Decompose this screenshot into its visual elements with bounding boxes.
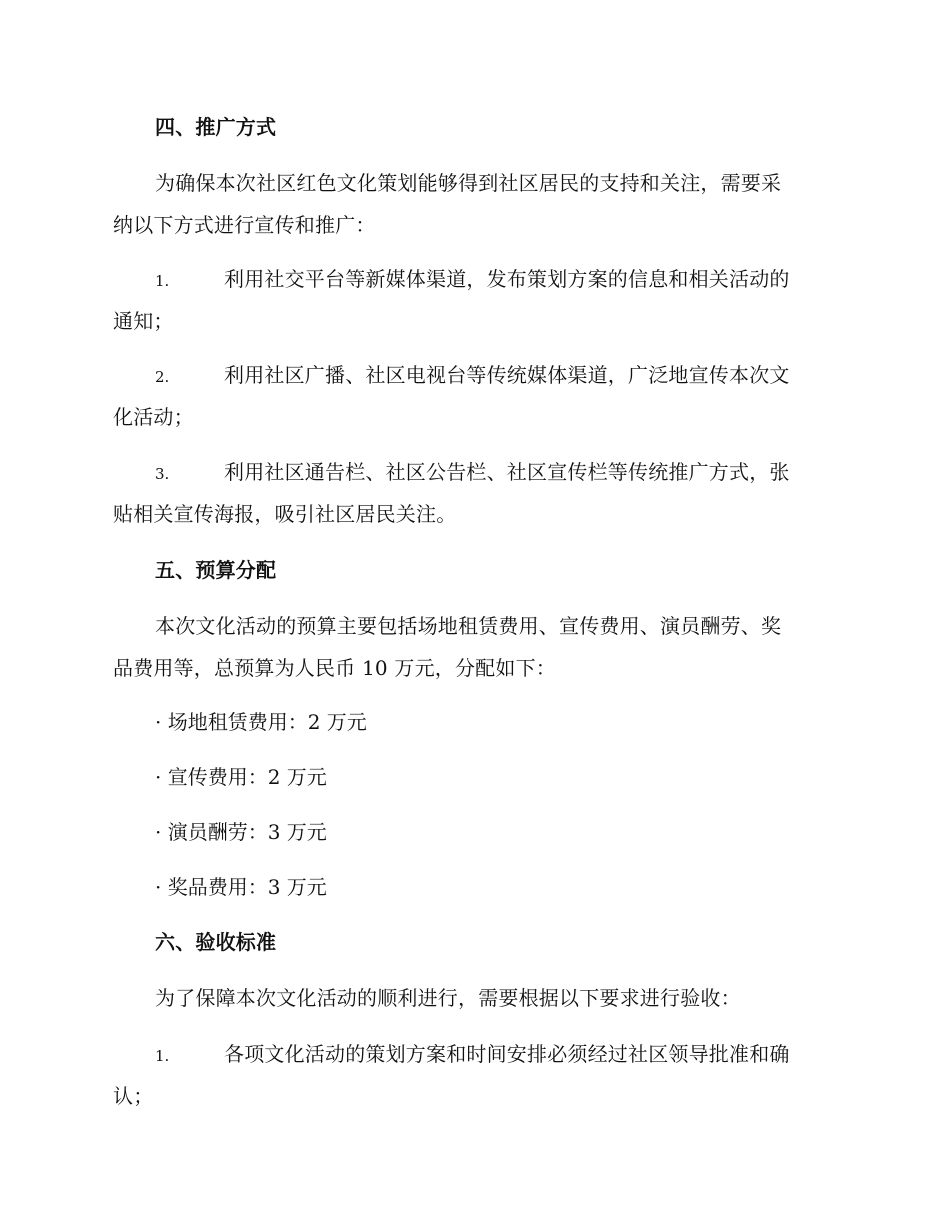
section-heading-budget: 五、预算分配: [155, 558, 277, 582]
list-item-line: 利用社区广播、社区电视台等传统媒体渠道，广泛地宣传本次文: [224, 363, 790, 387]
list-item-line: 化活动；: [113, 405, 194, 429]
list-item-line: 贴相关宣传海报，吸引社区居民关注。: [113, 502, 457, 526]
list-number: 3.: [155, 465, 170, 483]
section-heading-promotion: 四、推广方式: [155, 115, 277, 139]
section-heading-acceptance: 六、验收标准: [155, 930, 277, 954]
paragraph-line: 为了保障本次文化活动的顺利进行，需要根据以下要求进行验收：: [155, 986, 741, 1010]
paragraph-line: 品费用等，总预算为人民币 10 万元，分配如下：: [113, 656, 556, 680]
list-item-line: 利用社交平台等新媒体渠道，发布策划方案的信息和相关活动的: [224, 267, 790, 291]
budget-item: · 宣传费用：2 万元: [155, 765, 327, 789]
list-number: 1.: [155, 1047, 170, 1065]
paragraph-line: 纳以下方式进行宣传和推广：: [113, 213, 376, 237]
list-item-line: 各项文化活动的策划方案和时间安排必须经过社区领导批准和确: [224, 1042, 790, 1066]
budget-item: · 奖品费用：3 万元: [155, 875, 327, 899]
list-number: 2.: [155, 368, 170, 386]
list-item-line: 通知；: [113, 309, 174, 333]
list-item-line: 利用社区通告栏、社区公告栏、社区宣传栏等传统推广方式，张: [224, 460, 790, 484]
paragraph-line: 本次文化活动的预算主要包括场地租赁费用、宣传费用、演员酬劳、奖: [155, 614, 782, 638]
budget-item: · 场地租赁费用：2 万元: [155, 710, 367, 734]
paragraph-line: 为确保本次社区红色文化策划能够得到社区居民的支持和关注，需要采: [155, 171, 782, 195]
list-item-line: 认；: [113, 1084, 154, 1108]
list-number: 1.: [155, 272, 170, 290]
budget-item: · 演员酬劳：3 万元: [155, 820, 327, 844]
